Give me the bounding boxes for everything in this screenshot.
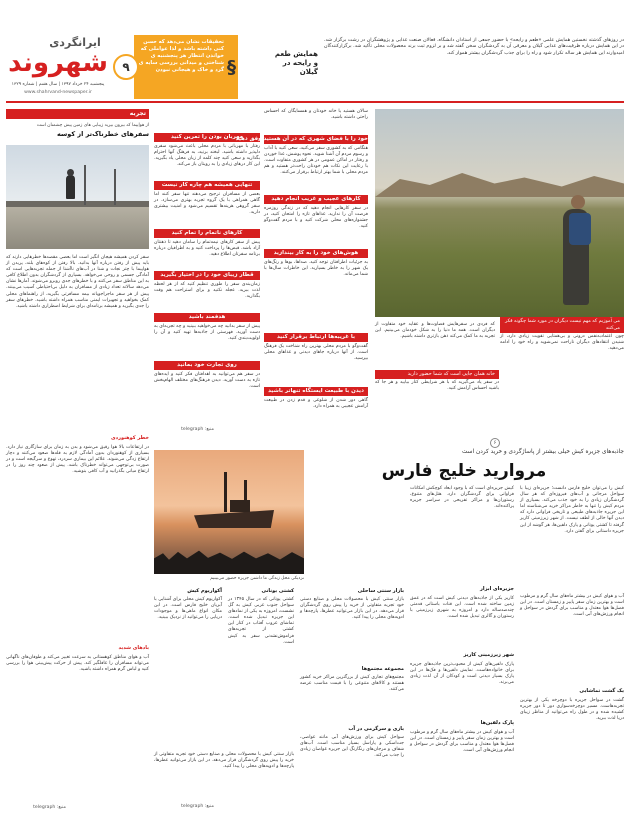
gulf-col-right-c: گشت در سواحل جزیره با دوچرخه یکی از بهترین تجربه‌هاست. مسیر دوچرخه‌سواری دور تا دور جزیره کشیده شده و در طول راه می‌توانید از مناظر زیبای دریا لذت ببرید.: [520, 698, 624, 722]
page-number-badge: [113, 54, 139, 80]
person-figure: [66, 175, 75, 199]
tips-column: [154, 109, 260, 439]
mountain-caption-red: می آموزیم که مهم نیست دیگران در مورد شما چگونه فکر می‌کنند: [500, 317, 624, 333]
hiker-head: [571, 195, 585, 209]
gulf-col-left-sub: بازار سنتی ساحلی: [357, 588, 404, 594]
experience-body2: در ارتفاعات بالا هوا رقیق می‌شود و بدن به زمان برای سازگاری نیاز دارد. بسیاری از کوهنوردان بدون آمادگی لازم به قله‌ها صعود می‌کنند و دچار ارتفاع زدگی می‌شوند. علائم این بیماری سردرد، تهوع و سرگیجه است و در صورت بی‌توجهی می‌تواند خطرناک باشد. پیش از صعود چند روز را در ارتفاع میانی بگذرانید و آب کافی بنوشید.: [6, 445, 149, 475]
tips-heading-f: روی تجارت خود بمانید: [154, 361, 260, 370]
ship-mast: [224, 472, 227, 512]
gulf-col-mid-a: کیش جزیره‌ای است که با وجود ابعاد کوچکش امکانات فراوانی برای گردشگران دارد. هتل‌های متنوع، رستوران‌ها و مراکز تفریحی در سراسر جزیره پراکنده‌اند.: [410, 486, 514, 510]
mid-body-b: در سفر کارهایی انجام دهید که در زندگی روزمره فرصت آن را ندارید. غذاهای تازه را امتحان کنید، در جشنواره‌های محلی شرکت کنید و با مردم گفت‌وگو کنید.: [264, 206, 368, 230]
mountain-ridge: [375, 167, 624, 197]
mid-body-e: گاهی دور شدن از شلوغی و قدم زدن در طبیعت آرامش عجیبی به همراه دارد.: [264, 398, 368, 410]
gulf-col-far-sub: کشتی یونانی: [261, 588, 294, 594]
mid-lead: سالان هستید یا خانه خودتان و همسایگان که احساس راحتی داشته باشید.: [264, 109, 368, 121]
gulf-col-left-c: سواحل کیش برای ورزش‌های آبی مانند غواصی، جت‌اسکی و پاراسل بسیار مناسب است. آب‌های شفاف و مرجان‌های رنگارنگ این جزیره غواصان زیادی را جذب می‌کند.: [300, 735, 404, 759]
experience-sub1: خطر کوهنوردی: [110, 435, 149, 441]
tips-heading-b: تنهایی همیشه هم چاره کار نیست: [154, 181, 260, 190]
mountain-heading: خانه همان جایی است که شما حضور دارید: [375, 370, 499, 379]
gulf-col-mid-c: پارک دلفین‌های کیش از محبوب‌ترین جاذبه‌های جزیره برای خانواده‌هاست. نمایش دلفین‌ها و فک‌ها در این پارک بسیار دیدنی است و کودکان از آن لذت زیادی می‌برند.: [410, 662, 514, 686]
gulf-col-right-sub: یک گشت تماشایی: [579, 688, 624, 694]
gulf-col-mid: [410, 486, 514, 814]
gulf-col-mid-sub3: پارک دلفین‌ها: [480, 720, 514, 726]
gulf-credit: منبع: telegraph: [181, 804, 214, 809]
experience-credit: منبع: telegraph: [33, 805, 66, 810]
ship-cabin: [230, 500, 250, 512]
gulf-col-far-c: بازار سنتی کیش با محصولات محلی و صنایع دستی خود تجربه متفاوتی از خرید را پیش روی گردشگران قرار می‌دهد. در این بازار می‌توانید عطرها، پارچه‌ها و ادویه‌های محلی را پیدا کنید.: [154, 752, 294, 770]
skydive-photo: [6, 145, 149, 249]
tips-body-c: پیش از سفر کارهای نیمه‌تمام را سامان دهید تا ذهنتان آزاد باشد. قبض‌ها را پرداخت کنید و به اطرافیان درباره برنامه سفرتان اطلاع دهید.: [154, 240, 260, 258]
brand-symbol-icon: §: [227, 57, 236, 78]
bridge-post: [84, 165, 86, 205]
gulf-col-left-a: بازار سنتی کیش با محصولات محلی و صنایع دستی خود تجربه متفاوتی از خرید را پیش روی گردشگران قرار می‌دهد. در این بازار می‌توانید عطرها، پارچه‌ها و ادویه‌های محلی را پیدا کنید.: [300, 597, 404, 621]
tips-body-e: پیش از سفر بدانید چه می‌خواهید ببینید و چه تجربه‌ای به دست آورید. فهرستی از جاذبه‌ها تهیه کنید و آن را اولویت‌بندی کنید.: [154, 324, 260, 342]
gulf-col-far: [154, 588, 294, 814]
mountain-side-text: که فردی در سفرهایش قضاوت‌ها و عقاید خود متفاوت از دیگران است. همه ما دنیا را به شکل خودمان می‌بینیم. این تجربه به ما کمک می‌کند ذهن بازتری داشته باشیم.: [375, 322, 495, 340]
experience-sub2: بادهای شدید: [118, 645, 149, 651]
mid-heading-b: کارهای عجیب و غریب انجام دهید: [264, 195, 368, 204]
mountain-caption-body: چون اعتمادبه‌نفس درونی و بی‌همتایی تقویت زیادی دارد، از شنیدن انتقادهای دیگران ناراحت نمی‌شوید و راه خود را ادامه می‌دهید.: [500, 334, 624, 352]
gulf-col-left-sub2: مجموعه مجتمع‌ها: [361, 666, 404, 672]
tips-body-d: زمان‌بندی سفر را طوری تنظیم کنید که از هر لحظه لذت ببرید. عجله نکنید و برای استراحت هم وقت بگذارید.: [154, 282, 260, 300]
mid-heading-a: خود را با فضای شهری که در آن هستید وفق دهید: [235, 136, 368, 142]
gulf-lead-marker: [490, 438, 500, 448]
tips-heading-d: قطار زیبای خود را در اختیار بگیرید: [154, 271, 260, 280]
bridge-post: [114, 169, 116, 205]
section-label-text: تجربه: [129, 110, 146, 117]
page-number: ۹: [122, 60, 130, 74]
gulf-col-left: [300, 588, 404, 814]
ship-photo-caption: نزدیکی محل زندگی ما داشتن جزیره حضور می‌بینیم: [210, 576, 304, 581]
tips-body-f: در سفر هم می‌توانید به اهدافتان فکر کنید و ایده‌های تازه به دست آورید. دیدن فرهنگ‌های مختلف الهام‌بخش است.: [154, 372, 260, 390]
promo-text: تحقیقات نشان می‌دهد که حسن کنی داشته باشد و لذا عواملی که خواندن انتظار هر پنجشنبه ی شناختی و میدانی بررسی سایه ی گرد و خاک و هیجانی نبودن: [138, 39, 224, 73]
tips-body-b: بعضی از مسافران ترجیح می‌دهند تنها سفر کنند اما گاهی همراهی با یک گروه تجربه بهتری می‌سازد. در سفر گروهی هزینه‌ها تقسیم می‌شود و امنیت بیشتری دارید.: [154, 192, 260, 216]
person-head: [67, 169, 74, 176]
intro-text: در روزهای گذشته نخستین همایش علمی «طعم و رایحه» با حضور جمعی از استادان دانشگاه، فعالان صنعت غذایی و پژوهشگران در رشت برگزار شد. در این همایش درباره ظرفیت‌های غذایی گیلان و معرفی آن به گردشگران سخن گفته شد و بر لزوم ثبت برند محصولات محلی تأکید شد. برگزارکنندگان امیدوارند این همایش هر ساله تکرار شود و راه را برای جذب گردشگران بیشتر هموار کند.: [324, 38, 624, 56]
gulf-col-left-sub3: بازی و سرگرمی در آب: [348, 726, 404, 732]
mountain-body: در سفر یاد می‌گیرید که با هر شرایطی کنار بیایید و هر جا که باشید احساس آرامش کنید.: [375, 380, 499, 392]
tips-credit: منبع: telegraph: [181, 427, 214, 432]
brand-logo: شهروند: [8, 48, 108, 78]
site-url[interactable]: www.shahrvand-newspaper.ir: [24, 90, 92, 95]
bridge-deck: [6, 201, 149, 207]
promo-box: [134, 35, 238, 99]
gulf-col-far-sub2: آکواریوم کیش: [187, 588, 222, 594]
experience-kicker: از هواپیما که بیرون بپرید زیبایی های زمین پیش چشمتان است: [36, 123, 149, 128]
gulf-col-far-a: کشتی یونانی که در سال ۱۳۴۵ در سواحل جنوب غربی کیش به گل نشست، امروزه به یکی از نمادهای این جزیره تبدیل شده است. تماشای غروب آفتاب در کنار این کشتی از تجربه‌های فراموش‌نشدنی سفر به کیش است.: [228, 597, 294, 645]
gulf-kicker: جاذبه‌های جزیره کیش خیلی بیشتر از پاساژگردی و خرید کردن است: [461, 449, 624, 455]
crowd-silhouette: [154, 548, 304, 574]
experience-title: سفرهای خطرناک‌تر از کوسه: [56, 130, 149, 138]
mid-body-d: گفت‌وگو با مردم محلی بهترین راه شناخت یک فرهنگ است. از آنها درباره جاهای دیدنی و غذاهای محلی بپرسید.: [264, 344, 368, 362]
tips-heading-c: کارهای ناتمام را تمام کنید: [154, 229, 260, 238]
brand-top: ایرانگردی: [49, 36, 101, 49]
gulf-lead-number: ۶: [493, 440, 497, 446]
mid-heading-c: هوش‌های خود را به کار بیندازید: [264, 249, 368, 258]
gulf-col-right-b: آب و هوای کیش در بیشتر ماه‌های سال گرم و مرطوب است و بهترین زمان سفر پاییز و زمستان است. در این فصل‌ها هوا معتدل و مناسب برای گردش در سواحل و انجام ورزش‌های آبی است.: [520, 594, 624, 618]
gulf-title: مروارید خلیج فارس: [381, 461, 547, 481]
ship-hull: [194, 510, 274, 528]
tips-heading-e: هدفمند باشید: [154, 313, 260, 322]
mid-column: [235, 109, 368, 439]
gulf-col-far-b: آکواریوم کیش محلی برای آشنایی با آبزیان خلیج فارس است. در این مکان انواع ماهی‌ها و موجودات دریایی را می‌توانید از نزدیک ببینید.: [154, 597, 222, 621]
experience-body3: آب و هوای مناطق کوهستانی به سرعت تغییر می‌کند و طوفان‌های ناگهانی می‌تواند مسافران را غافلگیر کند. پیش از حرکت پیش‌بینی هوا را بررسی کنید و لباس گرم همراه داشته باشید.: [6, 655, 149, 673]
tips-heading-a: مهربان بودن را تمرین کنید: [154, 133, 260, 142]
gulf-article: [154, 438, 624, 816]
experience-body: سفر کردن همیشه هیجان انگیز است اما بعضی مقصدها خطرهایی دارند که باید پیش از رفتن درباره آنها بدانید. بالا رفتن از کوه‌های بلند، پریدن از هواپیما با چتر نجات و شنا در آب‌های ناآشنا از جمله تجربه‌هایی است که آمادگی جسمی و روحی می‌خواهد. بسیاری از گردشگران بدون اطلاع کافی به این مناطق سفر می‌کنند و با خطرهای جدی روبرو می‌شوند. آمارها نشان می‌دهد سالانه تعداد زیادی از مسافران به دلیل بی‌احتیاطی آسیب می‌بینند. پیش از هر سفر ماجراجویانه بیمه مسافرتی بگیرید، از راهنماهای محلی کمک بخواهید و تجهیزات ایمنی مناسب همراه داشته باشید. خطرهای سفر را جدی بگیرید و همیشه برنامه‌ای برای شرایط اضطراری داشته باشید.: [6, 255, 149, 309]
mid-body-a: هنگامی که به کشوری سفر می‌کنید، سعی کنید با آداب و رسوم مردم آن آشنا شوید. نحوه پوشش، غذا خوردن و رفتار در اماکن عمومی در هر کشوری متفاوت است. با رعایت این نکات هم خودتان راحت‌تر هستید و هم مردم محلی با شما بهتر ارتباط برقرار می‌کنند.: [264, 146, 368, 176]
gulf-col-right: [520, 486, 624, 814]
gulf-col-mid-sub: جزیره‌ای ابزار: [480, 586, 514, 592]
section-label: [6, 109, 149, 119]
gulf-col-mid-b: کاریز یکی از جاذبه‌های دیدنی کیش است که در عمق زمین ساخته شده است. این قنات باستانی قدمتی چندصدساله دارد و امروزه به شهری زیرزمینی با رستوران و گالری تبدیل شده است.: [410, 596, 514, 620]
hiker-photo: [375, 109, 624, 317]
greek-ship-photo: [154, 450, 304, 574]
mid-heading-e: دیدن با طبیعت ایستگاه تنهاتر باشید: [264, 387, 368, 396]
masthead: [0, 32, 630, 102]
tips-body-a: رفتار با مهربانی با مردم محلی باعث می‌شود سفری دلپذیر داشته باشید. لبخند بزنید، به فرهنگ آنها احترام بگذارید و سعی کنید چند کلمه از زبان محلی یاد بگیرید. این کار درهای زیادی را به رویتان باز می‌کند.: [154, 144, 260, 168]
experience-section: [6, 109, 149, 815]
gulf-col-mid-sub2: شهر زیرزمینی کاریز: [463, 652, 514, 658]
mid-heading-d: با غریبه‌ها ارتباط برقرار کنید: [264, 333, 368, 342]
masthead-rule: [6, 101, 624, 103]
mid-body-c: به جزئیات اطرافتان توجه کنید. صداها، بوها و رنگ‌های یک شهر را به خاطر بسپارید. این خاطرات سال‌ها با شما می‌ماند.: [264, 260, 368, 278]
gulf-col-left-b: مجتمع‌های تجاری کیش از بزرگترین مراکز خرید کشور هستند و کالاهای متنوعی را با قیمت مناسب عرضه می‌کنند.: [300, 675, 404, 693]
hiker-backpack: [569, 213, 591, 245]
date-line: پنجشنبه ۲۴ خرداد ۱۳۹۷ | سال هفتم | شماره ۱۳۲۹: [11, 82, 105, 87]
gulf-col-right-a: کیش را می‌توان خلیج فارس دانست؛ جزیره‌ای زیبا با سواحل مرجانی و آب‌های فیروزه‌ای که هر سال گردشگران زیادی را به خود جذب می‌کند. بسیاری از مردم کیش را تنها به خاطر مراکز خرید می‌شناسند اما این جزیره جاذبه‌های طبیعی و تاریخی فراوانی دارد که دیدن آنها خالی از لطف نیست. از شهر زیرزمینی کاریز گرفته تا کشتی یونانی و پارک دلفین‌ها، هر گوشه از این جزیره داستانی برای گفتن دارد.: [520, 486, 624, 534]
gulf-col-mid-c2: آب و هوای کیش در بیشتر ماه‌های سال گرم و مرطوب است و بهترین زمان سفر پاییز و زمستان است. در این فصل‌ها هوا معتدل و مناسب برای گردش در سواحل و انجام ورزش‌های آبی است.: [410, 730, 514, 754]
intro-title: همایش طعم و رایحه در گیلان: [274, 50, 318, 76]
